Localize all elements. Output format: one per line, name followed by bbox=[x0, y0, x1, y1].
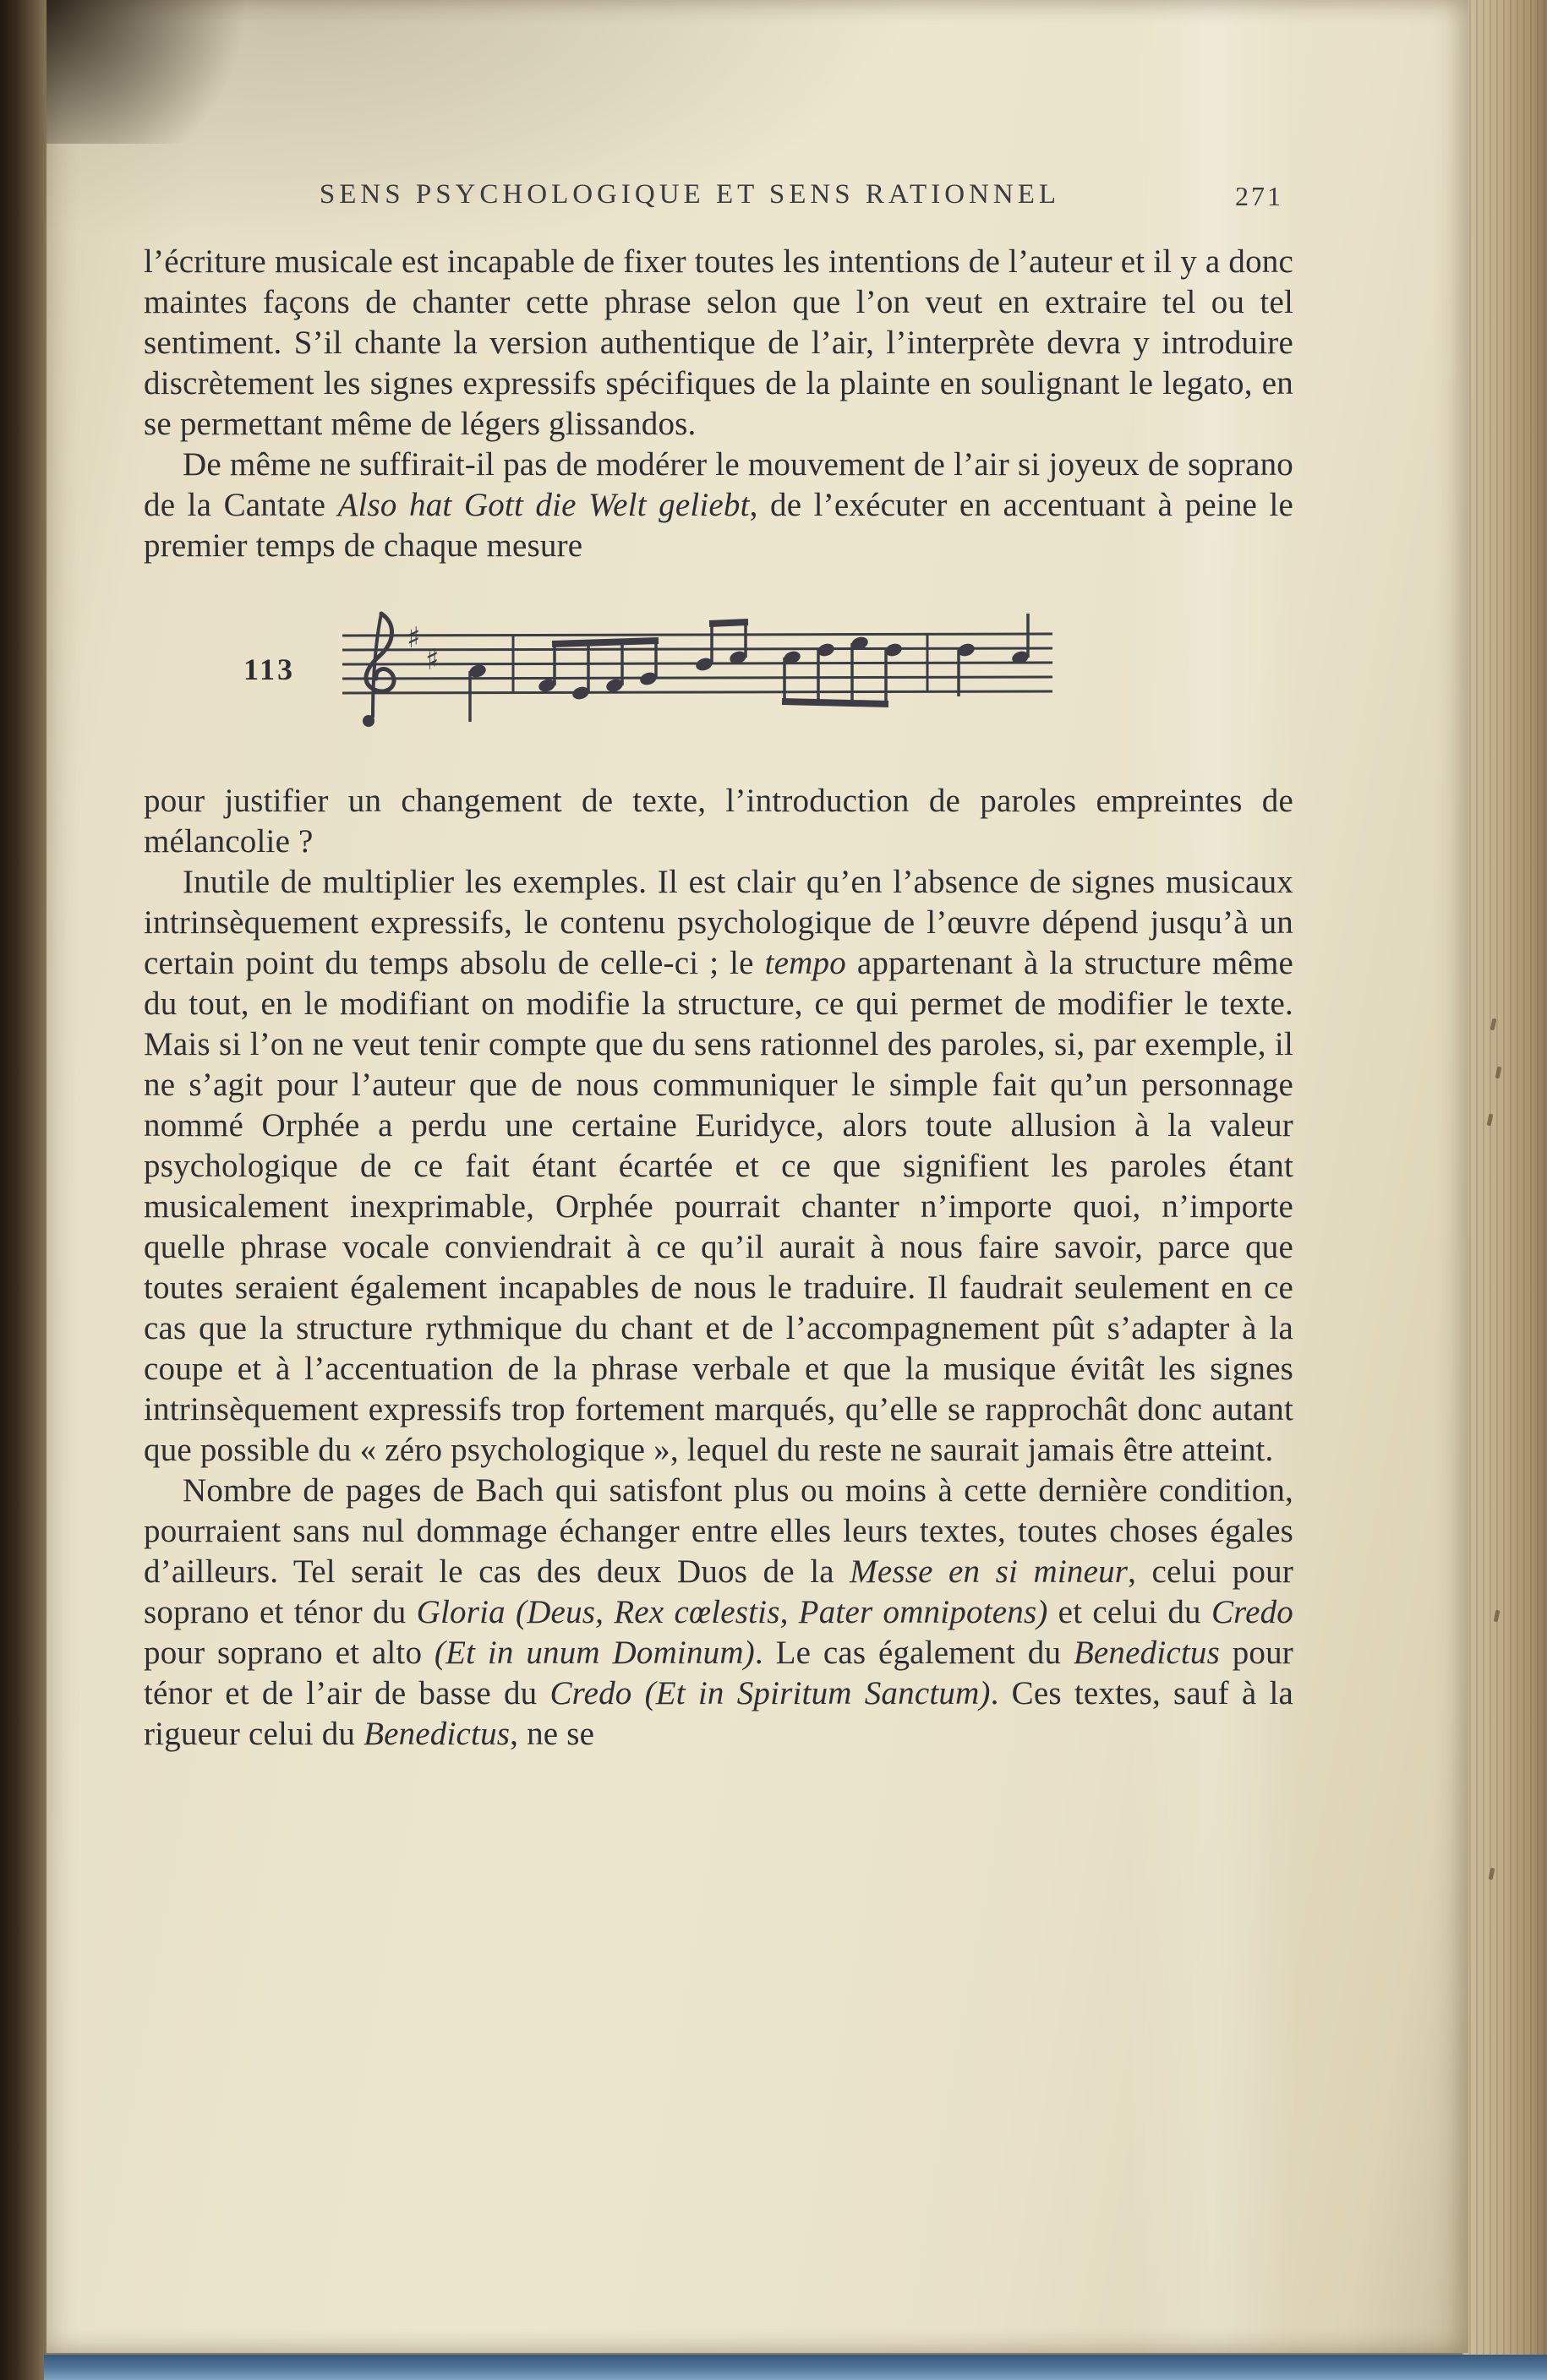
paragraph-group-bottom bbox=[144, 781, 1293, 1755]
text-run: Also hat Gott die Welt geliebt bbox=[337, 487, 750, 523]
music-example-number: 113 bbox=[243, 652, 296, 686]
text-run: De même ne suffirait-il pas de modérer le mouvement de l’air si joyeux de soprano de la Cantate bbox=[144, 446, 1293, 523]
text-run: tempo bbox=[764, 945, 846, 981]
text-run: (Et in unum Dominum) bbox=[434, 1635, 755, 1671]
text-run: Benedictus bbox=[1073, 1635, 1220, 1671]
page-edge-mark bbox=[1487, 1114, 1494, 1127]
book-spine-edge bbox=[0, 0, 49, 2380]
page-edge-mark bbox=[1494, 1610, 1501, 1623]
page-text bbox=[144, 242, 1293, 1755]
paragraph bbox=[144, 862, 1293, 1471]
music-staff bbox=[325, 595, 1069, 756]
text-run: Inutile de multiplier les exemples. Il est clair qu’en l’absence de signes musicaux intrinsèquement expressifs, le contenu psychologique de l’œuvre dépend jusqu’à un certain point du temps absolu de celle-ci ; le bbox=[144, 864, 1293, 981]
text-run: , de l’exécuter en accentuant à peine le premier temps de chaque mesure bbox=[144, 487, 1293, 564]
sharp-icon: ♯ bbox=[425, 643, 440, 677]
text-run: l’écriture musicale est incapable de fixer toutes les intentions de l’auteur et il y a donc maintes façons de chanter cette phrase selon que l’on veut en extraire tel ou tel sentiment. S’il chante la version authentique de l’air, l’interprète devra y introduire discrètement les signes expressifs spécifiques de la plainte en soulignant le legato, en se permettant même de légers glissandos. bbox=[144, 243, 1293, 442]
text-run: Nombre de pages de Bach qui satisfont plus ou moins à cette dernière condition, pourraient sans nul dommage échanger entre elles leurs textes, toutes choses égales d’ailleurs. Tel serait le cas des deux Duos de la bbox=[144, 1472, 1293, 1590]
corner-shadow bbox=[46, 0, 317, 144]
text-run: Benedictus bbox=[364, 1716, 511, 1752]
text-run: . Le cas également du bbox=[754, 1635, 1074, 1671]
paragraph bbox=[144, 781, 1293, 862]
text-run: pour justifier un changement de texte, l’introduction de paroles empreintes de mélancolie ? bbox=[144, 783, 1293, 860]
music-example bbox=[144, 588, 1293, 766]
page-number: 271 bbox=[1235, 181, 1283, 211]
text-run: Credo bbox=[1211, 1594, 1293, 1630]
text-run: pour ténor et de l’air de basse du bbox=[144, 1635, 1293, 1711]
running-header bbox=[144, 179, 1295, 223]
page-edge-mark bbox=[1490, 1018, 1497, 1031]
book-page bbox=[46, 0, 1468, 2353]
page-stack-edge bbox=[1462, 0, 1547, 2358]
text-run: . Ces textes, sauf à la rigueur celui du bbox=[144, 1675, 1293, 1752]
text-run: Gloria (Deus, Rex cœlestis, Pater omnipotens) bbox=[416, 1594, 1048, 1630]
paragraph-group-top bbox=[144, 242, 1293, 566]
paragraph bbox=[144, 1471, 1293, 1755]
text-run: , celui pour soprano et ténor du bbox=[144, 1553, 1294, 1630]
text-run: pour soprano et alto bbox=[144, 1635, 435, 1671]
sharp-icon: ♯ bbox=[407, 621, 421, 655]
text-run: Credo (Et in Spiritum Sanctum) bbox=[549, 1675, 991, 1711]
running-header-title: SENS PSYCHOLOGIQUE ET SENS RATIONNEL bbox=[319, 179, 1061, 210]
text-run: et celui du bbox=[1047, 1594, 1211, 1630]
page-edge-mark bbox=[1489, 1868, 1495, 1881]
text-run: Messe en si mineur bbox=[850, 1553, 1129, 1590]
page-edge-mark bbox=[1495, 1067, 1502, 1079]
paragraph bbox=[144, 445, 1293, 566]
paragraph bbox=[144, 242, 1293, 445]
text-run: appartenant à la structure même du tout, en le modifiant on modifie la structure, ce qui permet de modifier le texte. Mais si l’on ne veut tenir compte que du sens rationnel des paroles, si, par exemple, il ne s’agit pour l’auteur que de nous communiquer le simple fait qu’un personnage nommé Orphée a perdu une certaine Euridyce, alors toute allusion à la valeur psychologique de ce fait étant écartée et ce que signifient les paroles étant musicalement inexprimable, Orphée pourrait chanter n’importe quoi, n’importe quelle phrase vocale conviendrait à ce qu’il aurait à nous faire savoir, parce que toutes seraient également incapables de nous le traduire. Il faudrait seulement en ce cas que la structure rythmique du chant et de l’accompagnement pût s’adapter à la coupe et à l’accentuation de la phrase verbale et que la musique évitât les signes intrinsèquement expressifs trop fortement marqués, qu’elle se rapprochât donc autant que possible du « zéro psychologique », lequel du reste ne saurait jamais être atteint. bbox=[144, 945, 1293, 1468]
book-cover-bottom bbox=[44, 2355, 1547, 2380]
text-run: , ne se bbox=[510, 1716, 595, 1752]
treble-clef-icon bbox=[363, 614, 394, 727]
